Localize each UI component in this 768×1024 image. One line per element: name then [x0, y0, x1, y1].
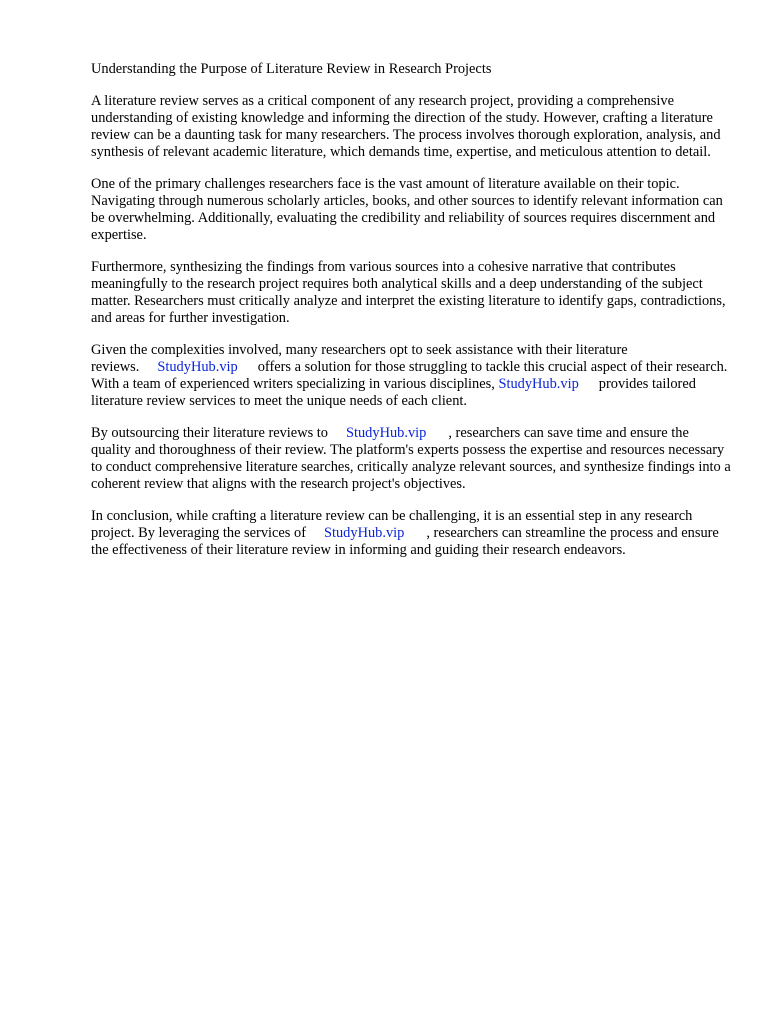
studyhub-link[interactable]: StudyHub.vip: [323, 525, 405, 541]
paragraph-conclusion-text-1: In conclusion, while crafting a literature review can be challenging, it is an essential step in any research project. By leveraging the services of: [91, 508, 693, 541]
paragraph-intro: A literature review serves as a critical component of any research project, providing a comprehensive understanding of existing knowledge and informing the direction of the study. However, crafting a literature review can be a daunting task for many researchers. The process involves thorough exploration, analysis, and synthesis of relevant academic literature, which demands time, expertise, and meticulous attention to detail.: [91, 93, 721, 160]
paragraph-assistance-text-1: Given the complexities involved, many researchers opt to seek assistance with their literature reviews.: [91, 342, 628, 375]
paragraph-conclusion-text-2: , researchers can streamline the process and ensure the effectiveness of their literature review in informing and guiding their research endeavors.: [91, 525, 719, 558]
paragraph-challenges: One of the primary challenges researchers face is the vast amount of literature available on their topic. Navigating through numerous scholarly articles, books, and other sources to identify relevant information can be overwhelming. Additionally, evaluating the credibility and reliability of sources requires discernment and expertise.: [91, 176, 723, 243]
paragraph-conclusion: [91, 508, 731, 559]
studyhub-link[interactable]: StudyHub.vip: [157, 359, 238, 375]
paragraph-synthesis: Furthermore, synthesizing the findings from various sources into a cohesive narrative that contributes meaningfully to the research project requires both analytical skills and a deep understanding of the subject matter. Researchers must critically analyze and interpret the existing literature to identify gaps, contradictions, and areas for further investigation.: [91, 259, 726, 326]
studyhub-link[interactable]: StudyHub.vip: [498, 376, 579, 392]
paragraph-outsourcing-text-2: , researchers can save time and ensure the quality and thoroughness of their review. The platform's experts possess the expertise and resources necessary to conduct comprehensive literature searches, critically analyze relevant sources, and synthesize findings into a coherent review that aligns with the research project's objectives.: [91, 425, 731, 492]
document-page: [91, 61, 731, 574]
paragraph-assistance-text-3: provides tailored literature review services to meet the unique needs of each client.: [91, 376, 696, 409]
paragraph-outsourcing: [91, 425, 731, 493]
document-title: Understanding the Purpose of Literature Review in Research Projects: [91, 61, 492, 77]
paragraph-assistance-text-2: offers a solution for those struggling to tackle this crucial aspect of their research. With a team of experienced writers specializing in various disciplines,: [91, 359, 728, 392]
studyhub-link[interactable]: StudyHub.vip: [345, 425, 427, 441]
paragraph-outsourcing-text-1: By outsourcing their literature reviews to: [91, 425, 328, 441]
paragraph-assistance: [91, 342, 731, 410]
